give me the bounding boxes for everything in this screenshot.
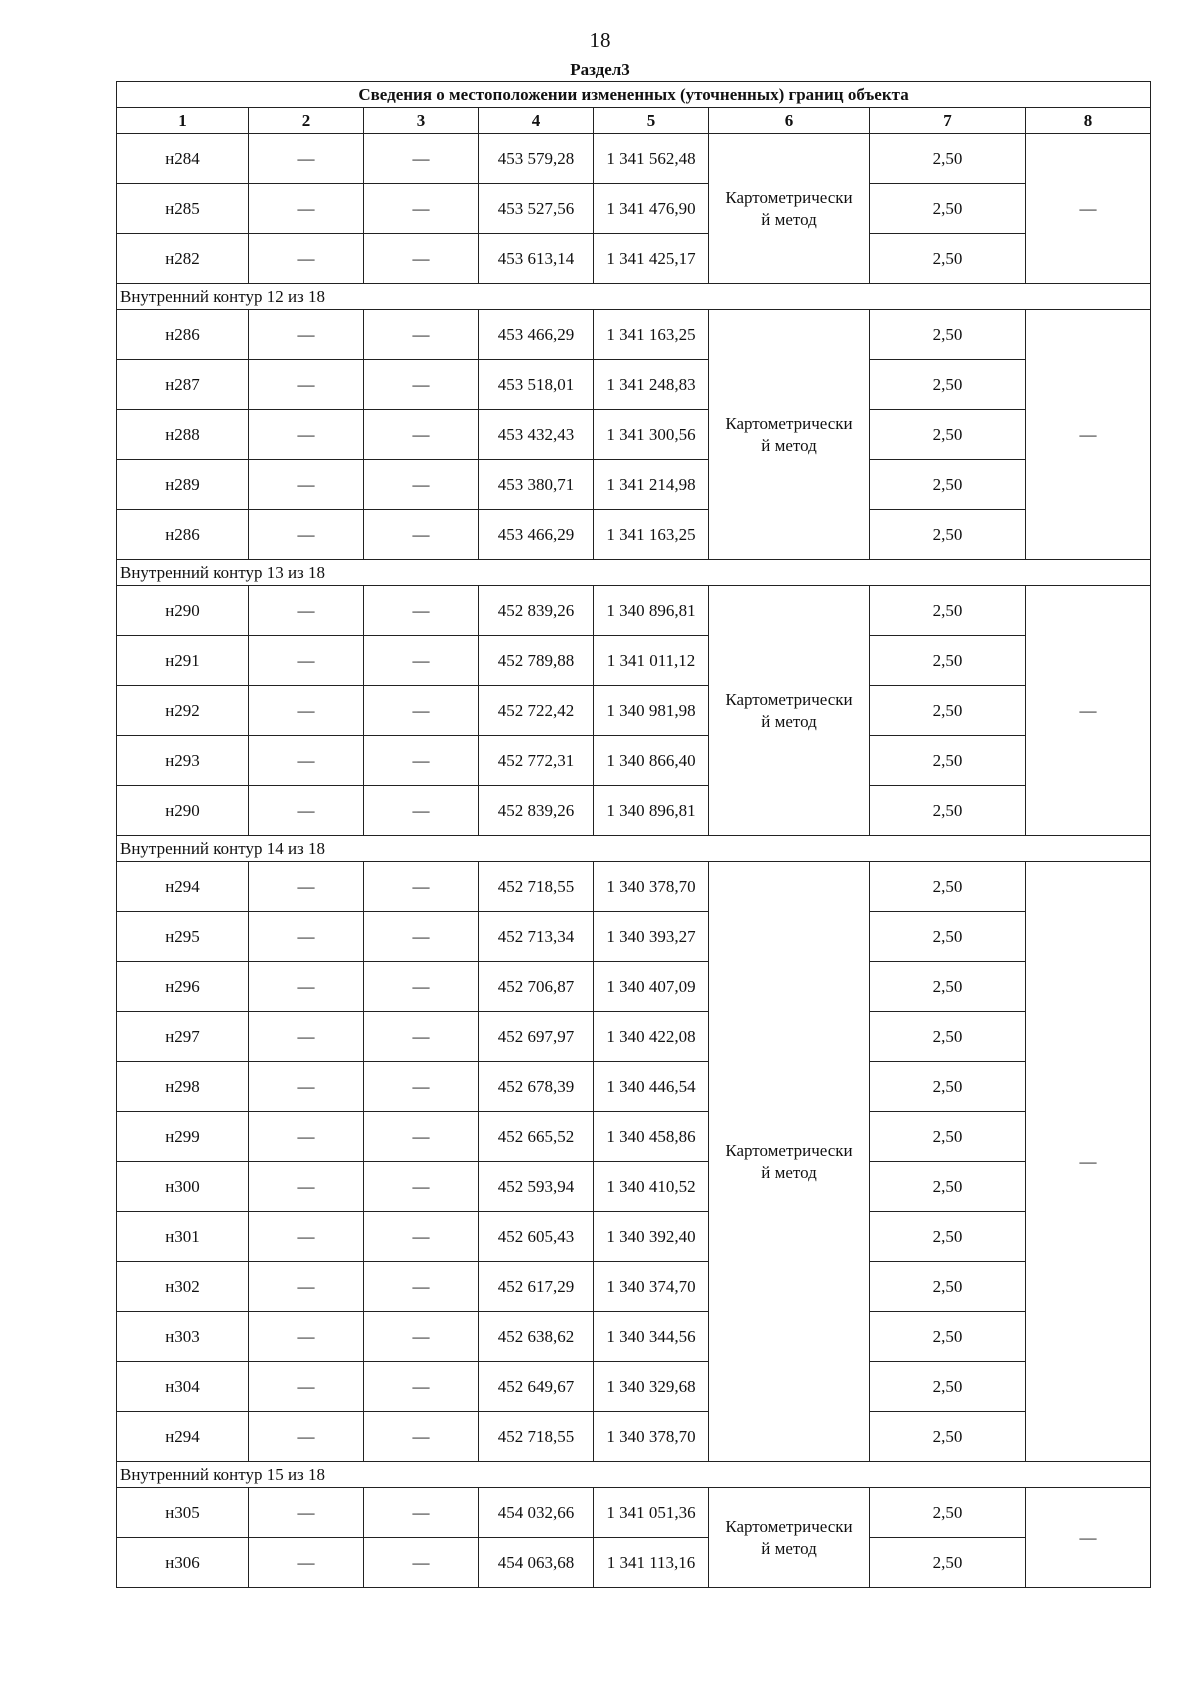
x-coordinate-cell: 452 718,55 xyxy=(479,862,594,912)
table-row xyxy=(117,686,1151,736)
x-coordinate-cell: 453 518,01 xyxy=(479,360,594,410)
column-2-cell: — xyxy=(249,1538,364,1588)
column-3-cell: — xyxy=(364,636,479,686)
table-row xyxy=(117,410,1151,460)
method-cell xyxy=(709,310,870,560)
x-coordinate-cell: 452 665,52 xyxy=(479,1112,594,1162)
precision-cell: 2,50 xyxy=(870,736,1026,786)
table-row xyxy=(117,1312,1151,1362)
point-name-cell: н285 xyxy=(117,184,249,234)
precision-cell: 2,50 xyxy=(870,360,1026,410)
column-3-cell: — xyxy=(364,184,479,234)
precision-cell: 2,50 xyxy=(870,184,1026,234)
point-name-cell: н286 xyxy=(117,510,249,560)
table-row xyxy=(117,586,1151,636)
method-text-line: Картометрически xyxy=(725,187,853,207)
precision-cell: 2,50 xyxy=(870,1312,1026,1362)
precision-cell: 2,50 xyxy=(870,234,1026,284)
x-coordinate-cell: 452 772,31 xyxy=(479,736,594,786)
y-coordinate-cell: 1 340 378,70 xyxy=(594,1412,709,1462)
point-name-cell: н303 xyxy=(117,1312,249,1362)
point-name-cell: н305 xyxy=(117,1488,249,1538)
y-coordinate-cell: 1 340 981,98 xyxy=(594,686,709,736)
column-8-cell: — xyxy=(1026,586,1151,836)
x-coordinate-cell: 453 527,56 xyxy=(479,184,594,234)
table-row xyxy=(117,510,1151,560)
precision-cell: 2,50 xyxy=(870,510,1026,560)
table-row xyxy=(117,786,1151,836)
column-8-cell: — xyxy=(1026,1488,1151,1588)
precision-cell: 2,50 xyxy=(870,1162,1026,1212)
x-coordinate-cell: 452 722,42 xyxy=(479,686,594,736)
y-coordinate-cell: 1 341 163,25 xyxy=(594,510,709,560)
method-text-line: й метод xyxy=(761,435,817,455)
y-coordinate-cell: 1 340 393,27 xyxy=(594,912,709,962)
x-coordinate-cell: 452 649,67 xyxy=(479,1362,594,1412)
column-3-cell: — xyxy=(364,134,479,184)
column-3-cell: — xyxy=(364,862,479,912)
precision-cell: 2,50 xyxy=(870,1362,1026,1412)
column-2-cell: — xyxy=(249,1212,364,1262)
table-row xyxy=(117,310,1151,360)
column-2-cell: — xyxy=(249,1012,364,1062)
table-row xyxy=(117,1362,1151,1412)
column-2-cell: — xyxy=(249,862,364,912)
column-2-cell: — xyxy=(249,686,364,736)
table-row xyxy=(117,1012,1151,1062)
column-number: 4 xyxy=(479,108,594,134)
column-3-cell: — xyxy=(364,1412,479,1462)
y-coordinate-cell: 1 340 422,08 xyxy=(594,1012,709,1062)
x-coordinate-cell: 452 593,94 xyxy=(479,1162,594,1212)
column-3-cell: — xyxy=(364,234,479,284)
point-name-cell: н295 xyxy=(117,912,249,962)
point-name-cell: н284 xyxy=(117,134,249,184)
table-row xyxy=(117,360,1151,410)
point-name-cell: н282 xyxy=(117,234,249,284)
column-3-cell: — xyxy=(364,1312,479,1362)
table-row xyxy=(117,736,1151,786)
y-coordinate-cell: 1 340 344,56 xyxy=(594,1312,709,1362)
table-caption-row xyxy=(117,82,1151,108)
y-coordinate-cell: 1 341 248,83 xyxy=(594,360,709,410)
column-2-cell: — xyxy=(249,786,364,836)
y-coordinate-cell: 1 340 392,40 xyxy=(594,1212,709,1262)
column-2-cell: — xyxy=(249,962,364,1012)
method-text-line: Картометрически xyxy=(725,689,853,709)
x-coordinate-cell: 454 063,68 xyxy=(479,1538,594,1588)
x-coordinate-cell: 452 697,97 xyxy=(479,1012,594,1062)
column-3-cell: — xyxy=(364,360,479,410)
column-2-cell: — xyxy=(249,1062,364,1112)
point-name-cell: н299 xyxy=(117,1112,249,1162)
x-coordinate-cell: 453 466,29 xyxy=(479,310,594,360)
column-number: 3 xyxy=(364,108,479,134)
column-2-cell: — xyxy=(249,736,364,786)
table-row xyxy=(117,1062,1151,1112)
precision-cell: 2,50 xyxy=(870,310,1026,360)
table-row xyxy=(117,912,1151,962)
point-name-cell: н300 xyxy=(117,1162,249,1212)
y-coordinate-cell: 1 340 329,68 xyxy=(594,1362,709,1412)
y-coordinate-cell: 1 340 896,81 xyxy=(594,586,709,636)
contour-header-row xyxy=(117,836,1151,862)
column-8-cell: — xyxy=(1026,862,1151,1462)
column-number: 8 xyxy=(1026,108,1151,134)
x-coordinate-cell: 453 380,71 xyxy=(479,460,594,510)
precision-cell: 2,50 xyxy=(870,1012,1026,1062)
precision-cell: 2,50 xyxy=(870,1212,1026,1262)
y-coordinate-cell: 1 341 011,12 xyxy=(594,636,709,686)
method-text-line: й метод xyxy=(761,711,817,731)
column-3-cell: — xyxy=(364,1062,479,1112)
column-2-cell: — xyxy=(249,184,364,234)
column-3-cell: — xyxy=(364,736,479,786)
table-row xyxy=(117,962,1151,1012)
method-cell xyxy=(709,586,870,836)
table-row xyxy=(117,1538,1151,1588)
table-row xyxy=(117,234,1151,284)
column-3-cell: — xyxy=(364,686,479,736)
contour-label: Внутренний контур 13 из 18 xyxy=(117,560,1151,586)
x-coordinate-cell: 453 613,14 xyxy=(479,234,594,284)
y-coordinate-cell: 1 341 051,36 xyxy=(594,1488,709,1538)
column-2-cell: — xyxy=(249,360,364,410)
column-number-row xyxy=(117,108,1151,134)
column-2-cell: — xyxy=(249,1488,364,1538)
precision-cell: 2,50 xyxy=(870,1062,1026,1112)
point-name-cell: н302 xyxy=(117,1262,249,1312)
y-coordinate-cell: 1 340 410,52 xyxy=(594,1162,709,1212)
column-2-cell: — xyxy=(249,1412,364,1462)
point-name-cell: н297 xyxy=(117,1012,249,1062)
y-coordinate-cell: 1 340 896,81 xyxy=(594,786,709,836)
point-name-cell: н293 xyxy=(117,736,249,786)
method-text-line: й метод xyxy=(761,209,817,229)
precision-cell: 2,50 xyxy=(870,912,1026,962)
contour-label: Внутренний контур 12 из 18 xyxy=(117,284,1151,310)
column-number: 7 xyxy=(870,108,1026,134)
point-name-cell: н304 xyxy=(117,1362,249,1412)
point-name-cell: н298 xyxy=(117,1062,249,1112)
method-text-line: й метод xyxy=(761,1162,817,1182)
column-2-cell: — xyxy=(249,134,364,184)
page-number: 18 xyxy=(589,28,611,52)
table-row xyxy=(117,862,1151,912)
x-coordinate-cell: 452 718,55 xyxy=(479,1412,594,1462)
point-name-cell: н296 xyxy=(117,962,249,1012)
precision-cell: 2,50 xyxy=(870,786,1026,836)
column-number: 6 xyxy=(709,108,870,134)
section-title: Раздел3 xyxy=(570,60,630,79)
column-2-cell: — xyxy=(249,510,364,560)
table-row xyxy=(117,134,1151,184)
precision-cell: 2,50 xyxy=(870,686,1026,736)
x-coordinate-cell: 452 789,88 xyxy=(479,636,594,686)
column-2-cell: — xyxy=(249,636,364,686)
contour-label: Внутренний контур 15 из 18 xyxy=(117,1462,1151,1488)
column-3-cell: — xyxy=(364,510,479,560)
point-name-cell: н301 xyxy=(117,1212,249,1262)
precision-cell: 2,50 xyxy=(870,862,1026,912)
point-name-cell: н289 xyxy=(117,460,249,510)
y-coordinate-cell: 1 341 476,90 xyxy=(594,184,709,234)
x-coordinate-cell: 452 605,43 xyxy=(479,1212,594,1262)
method-text-line: Картометрически xyxy=(725,1140,853,1160)
point-name-cell: н294 xyxy=(117,1412,249,1462)
precision-cell: 2,50 xyxy=(870,586,1026,636)
column-3-cell: — xyxy=(364,962,479,1012)
precision-cell: 2,50 xyxy=(870,636,1026,686)
table-row xyxy=(117,1162,1151,1212)
y-coordinate-cell: 1 340 407,09 xyxy=(594,962,709,1012)
y-coordinate-cell: 1 340 374,70 xyxy=(594,1262,709,1312)
table-caption: Сведения о местоположении измененных (уточненных) границ объекта xyxy=(117,82,1151,108)
column-3-cell: — xyxy=(364,1012,479,1062)
x-coordinate-cell: 453 432,43 xyxy=(479,410,594,460)
column-2-cell: — xyxy=(249,586,364,636)
y-coordinate-cell: 1 340 866,40 xyxy=(594,736,709,786)
column-3-cell: — xyxy=(364,1112,479,1162)
point-name-cell: н290 xyxy=(117,786,249,836)
x-coordinate-cell: 453 466,29 xyxy=(479,510,594,560)
column-3-cell: — xyxy=(364,786,479,836)
x-coordinate-cell: 452 713,34 xyxy=(479,912,594,962)
method-text-line: й метод xyxy=(761,1538,817,1558)
x-coordinate-cell: 453 579,28 xyxy=(479,134,594,184)
column-8-cell: — xyxy=(1026,134,1151,284)
column-number: 1 xyxy=(117,108,249,134)
table-row xyxy=(117,1488,1151,1538)
column-2-cell: — xyxy=(249,410,364,460)
point-name-cell: н291 xyxy=(117,636,249,686)
point-name-cell: н287 xyxy=(117,360,249,410)
boundary-coordinates-table xyxy=(116,81,1151,1588)
column-3-cell: — xyxy=(364,912,479,962)
precision-cell: 2,50 xyxy=(870,460,1026,510)
column-3-cell: — xyxy=(364,1538,479,1588)
y-coordinate-cell: 1 341 562,48 xyxy=(594,134,709,184)
point-name-cell: н292 xyxy=(117,686,249,736)
contour-header-row xyxy=(117,560,1151,586)
column-2-cell: — xyxy=(249,1112,364,1162)
method-cell xyxy=(709,862,870,1462)
x-coordinate-cell: 452 678,39 xyxy=(479,1062,594,1112)
column-2-cell: — xyxy=(249,460,364,510)
precision-cell: 2,50 xyxy=(870,1262,1026,1312)
y-coordinate-cell: 1 341 300,56 xyxy=(594,410,709,460)
precision-cell: 2,50 xyxy=(870,1412,1026,1462)
table-row xyxy=(117,1262,1151,1312)
method-text-line: Картометрически xyxy=(725,413,853,433)
column-3-cell: — xyxy=(364,1212,479,1262)
x-coordinate-cell: 452 617,29 xyxy=(479,1262,594,1312)
y-coordinate-cell: 1 340 446,54 xyxy=(594,1062,709,1112)
contour-header-row xyxy=(117,284,1151,310)
point-name-cell: н294 xyxy=(117,862,249,912)
column-number: 5 xyxy=(594,108,709,134)
table-row xyxy=(117,636,1151,686)
table-row xyxy=(117,1112,1151,1162)
table-row xyxy=(117,1412,1151,1462)
x-coordinate-cell: 452 638,62 xyxy=(479,1312,594,1362)
point-name-cell: н290 xyxy=(117,586,249,636)
y-coordinate-cell: 1 341 163,25 xyxy=(594,310,709,360)
column-number: 2 xyxy=(249,108,364,134)
table-row xyxy=(117,184,1151,234)
point-name-cell: н286 xyxy=(117,310,249,360)
method-text-line: Картометрически xyxy=(725,1516,853,1536)
precision-cell: 2,50 xyxy=(870,962,1026,1012)
x-coordinate-cell: 454 032,66 xyxy=(479,1488,594,1538)
precision-cell: 2,50 xyxy=(870,1112,1026,1162)
y-coordinate-cell: 1 340 458,86 xyxy=(594,1112,709,1162)
column-3-cell: — xyxy=(364,1488,479,1538)
column-3-cell: — xyxy=(364,460,479,510)
table-row xyxy=(117,1212,1151,1262)
column-3-cell: — xyxy=(364,1162,479,1212)
column-2-cell: — xyxy=(249,310,364,360)
y-coordinate-cell: 1 341 214,98 xyxy=(594,460,709,510)
column-3-cell: — xyxy=(364,410,479,460)
y-coordinate-cell: 1 340 378,70 xyxy=(594,862,709,912)
y-coordinate-cell: 1 341 113,16 xyxy=(594,1538,709,1588)
column-3-cell: — xyxy=(364,1362,479,1412)
x-coordinate-cell: 452 706,87 xyxy=(479,962,594,1012)
column-3-cell: — xyxy=(364,310,479,360)
column-2-cell: — xyxy=(249,912,364,962)
contour-label: Внутренний контур 14 из 18 xyxy=(117,836,1151,862)
method-cell xyxy=(709,134,870,284)
y-coordinate-cell: 1 341 425,17 xyxy=(594,234,709,284)
column-2-cell: — xyxy=(249,1312,364,1362)
table-row xyxy=(117,460,1151,510)
column-3-cell: — xyxy=(364,586,479,636)
precision-cell: 2,50 xyxy=(870,134,1026,184)
x-coordinate-cell: 452 839,26 xyxy=(479,586,594,636)
column-8-cell: — xyxy=(1026,310,1151,560)
precision-cell: 2,50 xyxy=(870,1488,1026,1538)
column-2-cell: — xyxy=(249,1262,364,1312)
point-name-cell: н288 xyxy=(117,410,249,460)
point-name-cell: н306 xyxy=(117,1538,249,1588)
column-3-cell: — xyxy=(364,1262,479,1312)
precision-cell: 2,50 xyxy=(870,410,1026,460)
table-body xyxy=(117,134,1151,1588)
precision-cell: 2,50 xyxy=(870,1538,1026,1588)
contour-header-row xyxy=(117,1462,1151,1488)
method-cell xyxy=(709,1488,870,1588)
column-2-cell: — xyxy=(249,1162,364,1212)
column-2-cell: — xyxy=(249,1362,364,1412)
x-coordinate-cell: 452 839,26 xyxy=(479,786,594,836)
column-2-cell: — xyxy=(249,234,364,284)
